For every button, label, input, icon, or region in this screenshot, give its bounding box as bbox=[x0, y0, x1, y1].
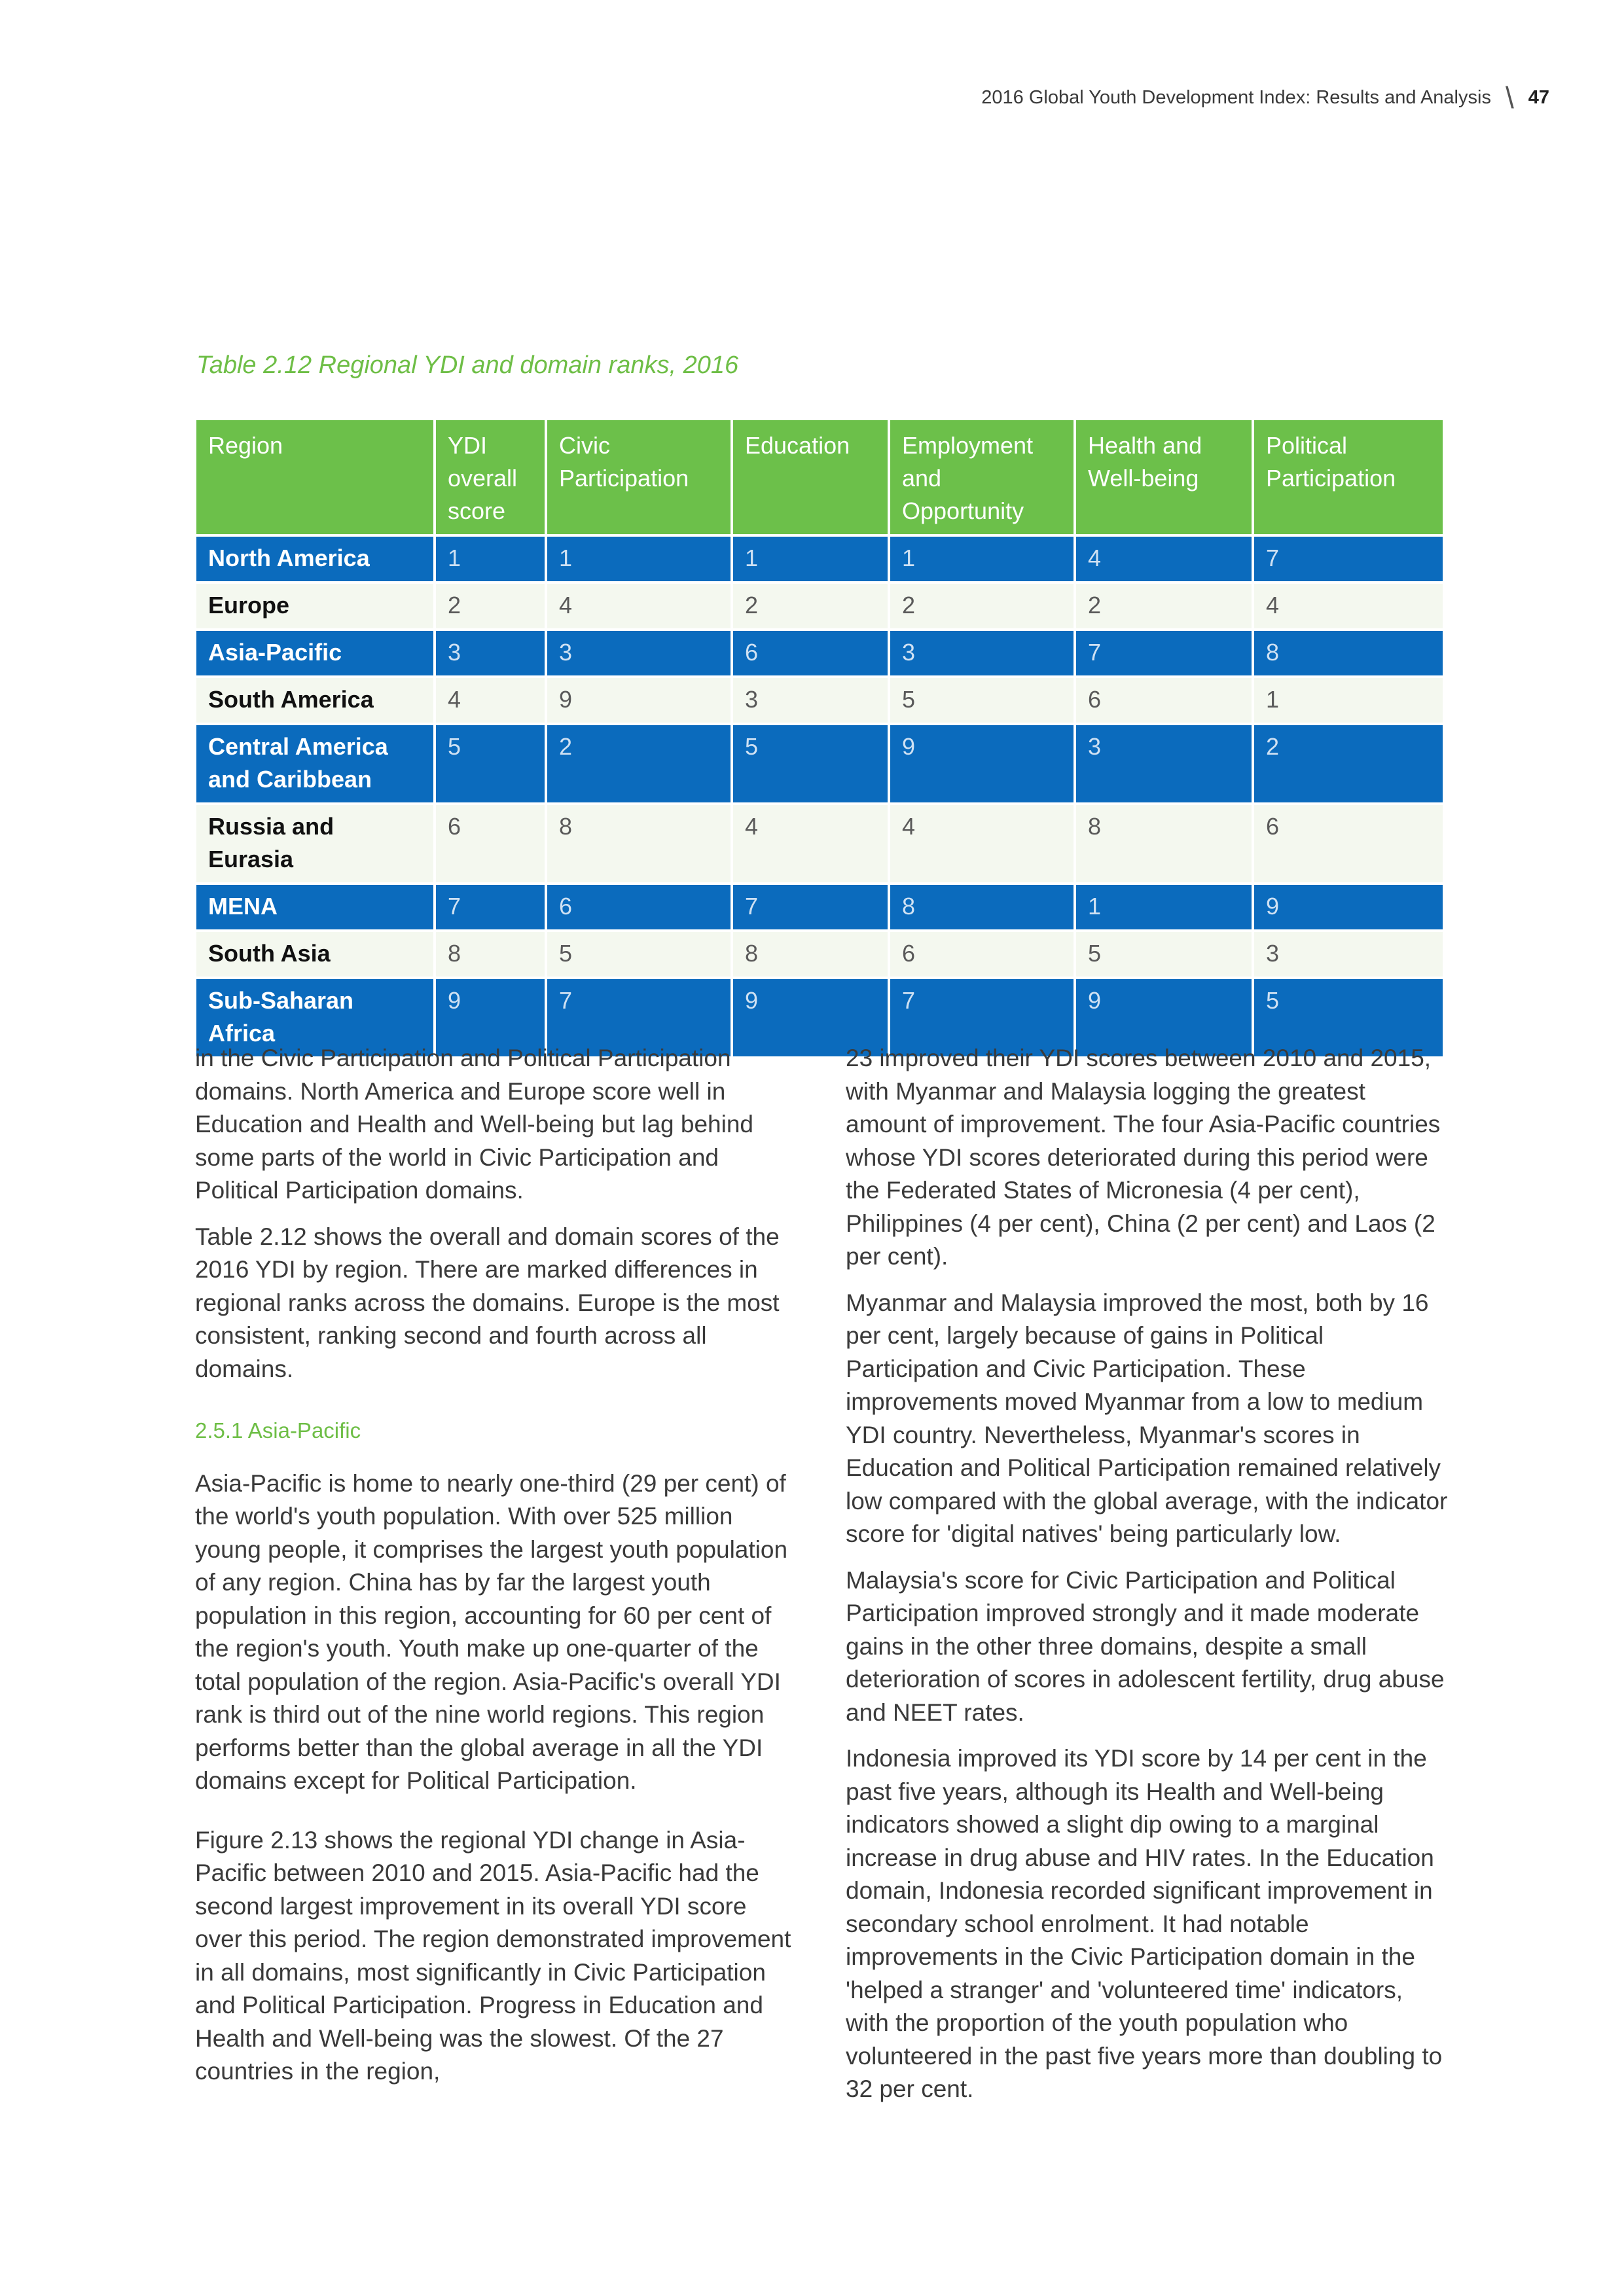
rank-cell: 9 bbox=[889, 724, 1075, 804]
rank-cell: 9 bbox=[435, 978, 546, 1058]
region-cell: South America bbox=[195, 677, 435, 724]
rank-cell: 1 bbox=[1075, 884, 1253, 931]
page-number: 47 bbox=[1528, 86, 1549, 108]
rank-cell: 9 bbox=[732, 978, 889, 1058]
rank-cell: 7 bbox=[435, 884, 546, 931]
rank-cell: 9 bbox=[1075, 978, 1253, 1058]
rank-cell: 6 bbox=[546, 884, 732, 931]
rank-cell: 8 bbox=[435, 931, 546, 978]
rank-cell: 2 bbox=[889, 583, 1075, 630]
body-paragraph: Figure 2.13 shows the regional YDI change in Asia-Pacific between 2010 and 2015. Asia-Pacific had the second largest improvement in its overall YDI score over this period. The region demonstrated improvement in all domains, most significantly in Civic Participation and Political Participation. Progress in Education and Health and Well-being was the slowest. Of the 27 countries in the region, bbox=[195, 1826, 791, 2085]
region-cell: North America bbox=[195, 535, 435, 583]
right-column bbox=[846, 1042, 1448, 2119]
region-cell: MENA bbox=[195, 884, 435, 931]
rank-cell: 2 bbox=[1075, 583, 1253, 630]
rank-cell: 1 bbox=[435, 535, 546, 583]
body-paragraph: Asia-Pacific is home to nearly one-third (29 per cent) of the world's youth population. With over 525 million young people, it comprises the largest youth population of any region. China has by far the largest youth population in this region, accounting for 60 per cent of the region's youth. Youth make up one-quarter of the total population of the region. Asia-Pacific's overall YDI rank is third out of the nine world regions. This region performs better than the global average in all the YDI domains except for Political Participation. bbox=[195, 1469, 788, 1794]
rank-cell: 5 bbox=[546, 931, 732, 978]
rank-cell: 4 bbox=[435, 677, 546, 724]
rank-cell: 5 bbox=[435, 724, 546, 804]
table-row bbox=[195, 804, 1444, 884]
rank-cell: 8 bbox=[732, 931, 889, 978]
header-civic: Civic Participation bbox=[546, 419, 732, 535]
rank-cell: 4 bbox=[1253, 583, 1444, 630]
header-political: Political Participation bbox=[1253, 419, 1444, 535]
region-cell: Russia and Eurasia bbox=[195, 804, 435, 884]
rank-cell: 4 bbox=[732, 804, 889, 884]
rank-cell: 7 bbox=[732, 884, 889, 931]
left-column bbox=[195, 1042, 797, 2102]
rank-cell: 3 bbox=[732, 677, 889, 724]
body-paragraph: Table 2.12 shows the overall and domain scores of the 2016 YDI by region. There are marked differences in regional ranks across the domains. Europe is the most consistent, ranking second and fourth across all domains. bbox=[195, 1223, 780, 1382]
rank-cell: 6 bbox=[732, 630, 889, 677]
table-row bbox=[195, 724, 1444, 804]
body-paragraph: in the Civic Participation and Political Participation domains. North America and Europe score well in Education and Health and Well-being but lag behind some parts of the world in Civic Participation and Political Participation domains. bbox=[195, 1045, 753, 1204]
table-header-row bbox=[195, 419, 1444, 535]
table-row bbox=[195, 535, 1444, 583]
rank-cell: 4 bbox=[546, 583, 732, 630]
header-health: Health and Well-being bbox=[1075, 419, 1253, 535]
header-divider: \ bbox=[1505, 81, 1514, 115]
rank-cell: 8 bbox=[889, 884, 1075, 931]
rank-cell: 5 bbox=[1075, 931, 1253, 978]
table-row bbox=[195, 677, 1444, 724]
region-cell: Sub-Saharan Africa bbox=[195, 978, 435, 1058]
running-header bbox=[981, 82, 1549, 113]
body-paragraph: Myanmar and Malaysia improved the most, both by 16 per cent, largely because of gains in Political Participation and Civic Participation. These improvements moved Myanmar from a low to medium YDI country. Nevertheless, Myanmar's scores in Education and Political Participation remained relatively low compared with the global average, with the indicator score for 'digital natives' being particularly low. bbox=[846, 1289, 1448, 1547]
body-paragraph: Malaysia's score for Civic Participation and Political Participation improved strongly and it made moderate gains in the other three domains, despite a small deterioration of scores in adolescent fertility, drug abuse and NEET rates. bbox=[846, 1566, 1445, 1726]
rank-cell: 7 bbox=[546, 978, 732, 1058]
rank-cell: 2 bbox=[732, 583, 889, 630]
rank-cell: 9 bbox=[546, 677, 732, 724]
regional-ranks-table bbox=[194, 418, 1445, 1059]
section-heading: 2.5.1 Asia-Pacific bbox=[195, 1418, 361, 1443]
header-employment: Employment and Opportunity bbox=[889, 419, 1075, 535]
header-ydi: YDI overall score bbox=[435, 419, 546, 535]
rank-cell: 3 bbox=[1253, 931, 1444, 978]
table-caption: Table 2.12 Regional YDI and domain ranks, 2016 bbox=[196, 351, 739, 379]
header-education: Education bbox=[732, 419, 889, 535]
rank-cell: 2 bbox=[546, 724, 732, 804]
body-paragraph: Indonesia improved its YDI score by 14 per cent in the past five years, although its Health and Well-being indicators showed a slight dip owing to a marginal increase in drug abuse and HIV rates. In the Education domain, Indonesia recorded significant improvement in secondary school enrolment. It had notable improvements in the Civic Participation domain in the 'helped a stranger' and 'volunteered time' indicators, with the proportion of the youth population who volunteered in the past five years more than doubling to 32 per cent. bbox=[846, 1745, 1443, 2102]
region-cell: Europe bbox=[195, 583, 435, 630]
table-row bbox=[195, 630, 1444, 677]
rank-cell: 3 bbox=[435, 630, 546, 677]
rank-cell: 6 bbox=[889, 931, 1075, 978]
body-paragraph: 23 improved their YDI scores between 2010 and 2015, with Myanmar and Malaysia logging the greatest amount of improvement. The four Asia-Pacific countries whose YDI scores deteriorated during this period were the Federated States of Micronesia (4 per cent), Philippines (4 per cent), China (2 per cent) and Laos (2 per cent). bbox=[846, 1045, 1441, 1270]
rank-cell: 3 bbox=[1075, 724, 1253, 804]
region-cell: South Asia bbox=[195, 931, 435, 978]
region-cell: Asia-Pacific bbox=[195, 630, 435, 677]
rank-cell: 2 bbox=[435, 583, 546, 630]
table-row bbox=[195, 884, 1444, 931]
rank-cell: 8 bbox=[546, 804, 732, 884]
region-cell: Central America and Caribbean bbox=[195, 724, 435, 804]
rank-cell: 4 bbox=[1075, 535, 1253, 583]
rank-cell: 5 bbox=[732, 724, 889, 804]
rank-cell: 8 bbox=[1253, 630, 1444, 677]
table-row bbox=[195, 931, 1444, 978]
rank-cell: 6 bbox=[1253, 804, 1444, 884]
rank-cell: 5 bbox=[889, 677, 1075, 724]
rank-cell: 3 bbox=[889, 630, 1075, 677]
header-title: 2016 Global Youth Development Index: Results and Analysis bbox=[981, 86, 1491, 108]
rank-cell: 1 bbox=[1253, 677, 1444, 724]
rank-cell: 6 bbox=[435, 804, 546, 884]
rank-cell: 1 bbox=[889, 535, 1075, 583]
rank-cell: 7 bbox=[1075, 630, 1253, 677]
rank-cell: 3 bbox=[546, 630, 732, 677]
rank-cell: 7 bbox=[889, 978, 1075, 1058]
rank-cell: 8 bbox=[1075, 804, 1253, 884]
header-region: Region bbox=[195, 419, 435, 535]
rank-cell: 4 bbox=[889, 804, 1075, 884]
table-row bbox=[195, 583, 1444, 630]
rank-cell: 1 bbox=[732, 535, 889, 583]
rank-cell: 5 bbox=[1253, 978, 1444, 1058]
rank-cell: 7 bbox=[1253, 535, 1444, 583]
rank-cell: 6 bbox=[1075, 677, 1253, 724]
rank-cell: 2 bbox=[1253, 724, 1444, 804]
rank-cell: 1 bbox=[546, 535, 732, 583]
rank-cell: 9 bbox=[1253, 884, 1444, 931]
